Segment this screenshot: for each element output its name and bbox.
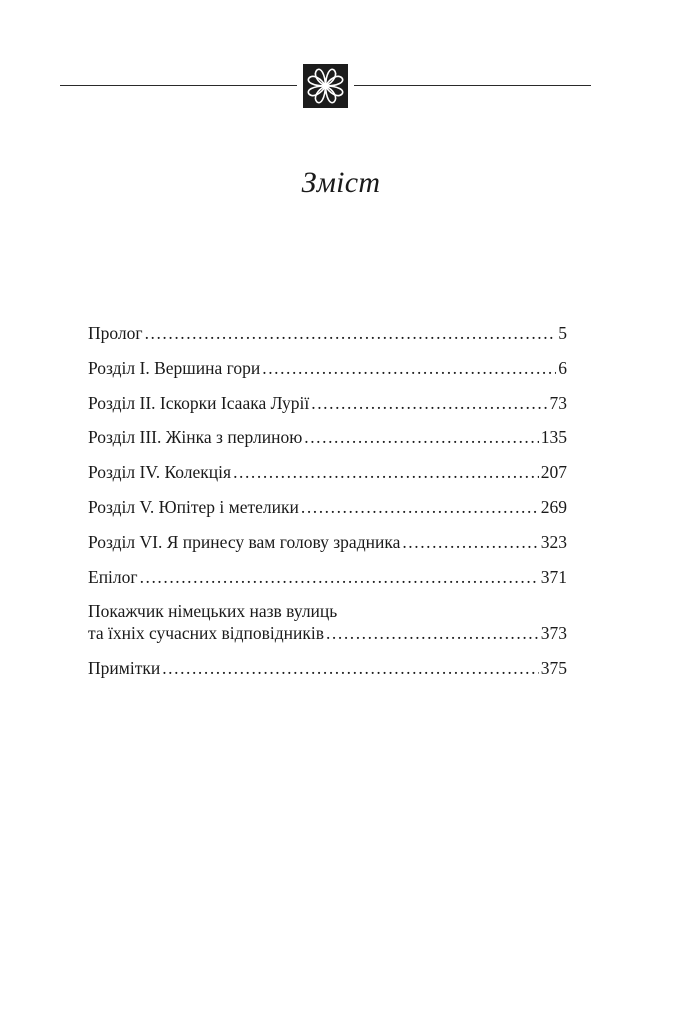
toc-entry-label: Епілог bbox=[88, 566, 138, 587]
toc-entry-page: 373 bbox=[540, 623, 567, 644]
toc-entry-page: 73 bbox=[549, 392, 567, 413]
toc-entry-line2 bbox=[88, 622, 567, 644]
toc-entry-label: Розділ III. Жінка з перлиною bbox=[88, 427, 303, 448]
dot-leader bbox=[233, 461, 539, 483]
toc-entry[interactable] bbox=[88, 392, 567, 414]
toc-entry-label: Розділ IV. Колекція bbox=[88, 462, 232, 483]
toc-entry-page: 6 bbox=[558, 357, 567, 378]
toc-entry[interactable] bbox=[88, 426, 567, 448]
toc-entry-label-line1: Покажчик німецьких назв вулиць bbox=[88, 601, 338, 622]
dot-leader bbox=[301, 496, 539, 518]
toc-title: Зміст bbox=[301, 166, 381, 199]
toc-entry-label: Примітки bbox=[88, 658, 161, 679]
toc-entry-label-line2: та їхніх сучасних відповідників bbox=[88, 623, 324, 644]
toc-entry-page: 5 bbox=[558, 323, 567, 343]
toc-entry-page: 135 bbox=[540, 427, 567, 448]
dot-leader bbox=[304, 426, 538, 448]
toc-entry-page: 269 bbox=[540, 496, 567, 517]
toc-entry[interactable] bbox=[88, 461, 567, 483]
quatrefoil-emblem-icon bbox=[303, 64, 348, 108]
toc-entry[interactable] bbox=[88, 566, 567, 588]
dot-leader bbox=[162, 657, 539, 679]
toc-entry[interactable] bbox=[88, 600, 567, 644]
ornament-rule-left bbox=[60, 85, 297, 86]
toc-entry-label: Розділ VI. Я принесу вам голову зрадника bbox=[88, 531, 401, 552]
header-ornament bbox=[0, 64, 682, 108]
dot-leader bbox=[262, 357, 556, 379]
toc-entry[interactable] bbox=[88, 657, 567, 679]
ornament-rule-right bbox=[354, 85, 591, 86]
toc-entry-page: 207 bbox=[540, 462, 567, 483]
toc-entry[interactable] bbox=[88, 322, 567, 344]
dot-leader bbox=[402, 531, 538, 553]
dot-leader bbox=[311, 392, 547, 414]
toc-entry-page: 371 bbox=[540, 566, 567, 587]
toc-entry-page: 323 bbox=[540, 531, 567, 552]
toc-entry-label: Розділ II. Іскорки Ісаака Лурії bbox=[88, 392, 310, 413]
toc-entry-label: Розділ V. Юпітер і метелики bbox=[88, 496, 299, 517]
toc-entry[interactable] bbox=[88, 496, 567, 518]
toc-entry-page: 375 bbox=[540, 658, 567, 679]
dot-leader bbox=[326, 622, 539, 644]
toc-entry[interactable] bbox=[88, 531, 567, 553]
toc-entry-label: Пролог bbox=[88, 323, 143, 343]
toc-entry[interactable] bbox=[88, 357, 567, 379]
toc-list bbox=[88, 322, 567, 692]
dot-leader bbox=[145, 322, 557, 344]
toc-entry-label: Розділ I. Вершина гори bbox=[88, 357, 261, 378]
dot-leader bbox=[140, 566, 539, 588]
